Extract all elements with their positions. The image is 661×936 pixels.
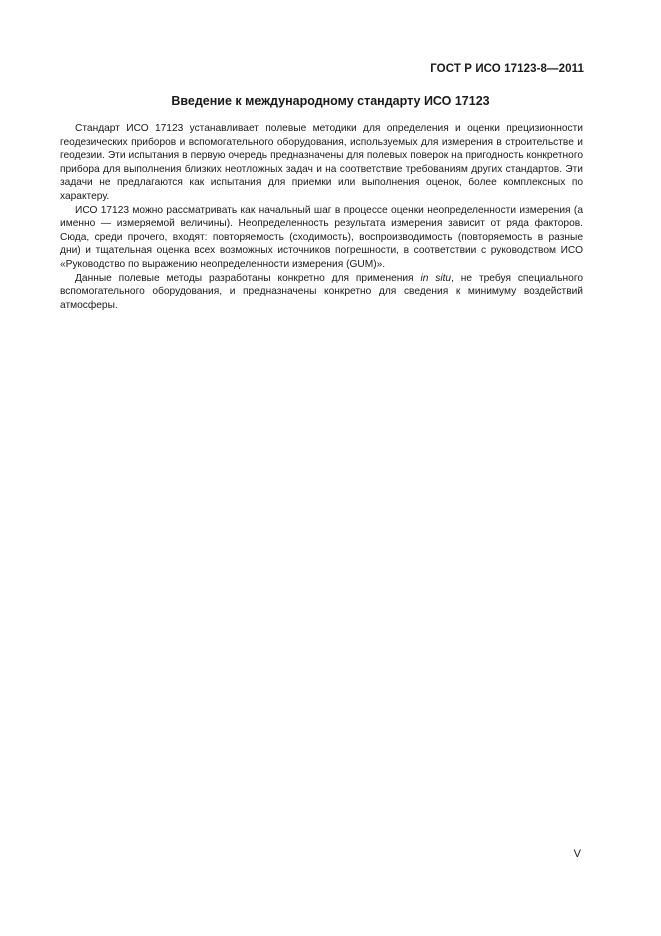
page-number: V [573,848,581,860]
in-situ-emphasis: in situ [420,272,452,284]
body-text [60,122,583,312]
paragraph-3-after: , не требуя специального вспомогательного оборудования, и предназначены конкретно для сведения к минимуму воздействий атмосферы. [60,272,583,311]
paragraph-1: Стандарт ИСО 17123 устанавливает полевые методики для определения и оценки прецизионности геодезических приборов и вспомогательного оборудования, используемых для измерения в строительстве и геодезии. Эти испытания в первую очередь предназначены для полевых поверок на пригодность конкретного прибора для выполнения близких неотложных задач и на соответствие требованиям других стандартов. Эти задачи не предлагаются как испытания для приемки или выполнения оценок, более комплексных по характеру. [60,123,583,202]
document-code: ГОСТ Р ИСО 17123-8—2011 [430,63,584,75]
section-heading: Введение к международному стандарту ИСО 17123 [171,94,490,108]
paragraph-3-before: Данные полевые методы разработаны конкретно для применения [75,272,421,284]
paragraph-3 [60,272,583,313]
paragraph-2: ИСО 17123 можно рассматривать как начальный шаг в процессе оценки неопределенности измерения (а именно — измеряемой величины). Неопределенность результата измерения зависит от ряда факторов. Сюда, среди прочего, входят: повторяемость (сходимость), воспроизводимость (повторяемость в разные дни) и тщательная оценка всех возможных источников погрешности, в соответствии с руководством ИСО «Руководство по выражению неопределенности измерения (GUM)». [60,204,583,270]
